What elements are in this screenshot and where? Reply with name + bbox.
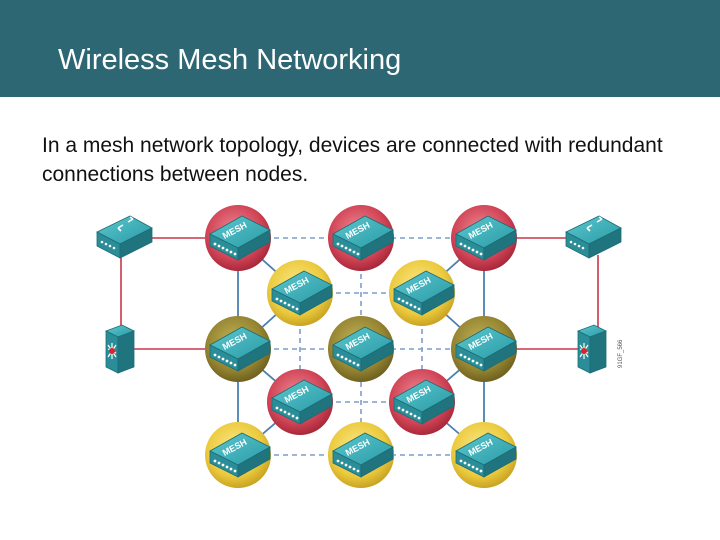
switch-icon-right	[566, 216, 621, 258]
wireless-controller-icon-right	[578, 325, 606, 373]
mesh-node	[328, 316, 394, 382]
mesh-node	[451, 205, 517, 271]
mesh-node-label: MESH	[282, 383, 311, 405]
mesh-node-label: MESH	[466, 436, 495, 458]
mesh-node	[389, 260, 455, 326]
mesh-node	[389, 369, 455, 435]
slide-title: Wireless Mesh Networking	[58, 44, 402, 76]
mesh-node-label: MESH	[282, 274, 311, 296]
mesh-node-label: MESH	[466, 219, 495, 241]
mesh-node-label: MESH	[220, 436, 249, 458]
mesh-node-label: MESH	[404, 274, 433, 296]
mesh-nodes	[205, 205, 517, 488]
mesh-node	[205, 205, 271, 271]
mesh-node	[267, 260, 333, 326]
mesh-node	[451, 422, 517, 488]
mesh-node-label: MESH	[343, 330, 372, 352]
mesh-node	[451, 316, 517, 382]
switch-icon-left	[97, 216, 152, 258]
wireless-controller-icon-left	[106, 325, 134, 373]
figure-id-label: 91GF_566	[618, 339, 624, 368]
mesh-node	[205, 316, 271, 382]
mesh-node	[205, 422, 271, 488]
mesh-node-label: MESH	[404, 383, 433, 405]
mesh-node-label: MESH	[466, 330, 495, 352]
mesh-node	[328, 422, 394, 488]
mesh-node-label: MESH	[343, 436, 372, 458]
mesh-node-label: MESH	[220, 219, 249, 241]
mesh-node	[267, 369, 333, 435]
slide-body-text: In a mesh network topology, devices are connected with redundant connections between nodes.	[42, 134, 663, 186]
mesh-node-label: MESH	[343, 219, 372, 241]
mesh-node-label: MESH	[220, 330, 249, 352]
mesh-node	[328, 205, 394, 271]
